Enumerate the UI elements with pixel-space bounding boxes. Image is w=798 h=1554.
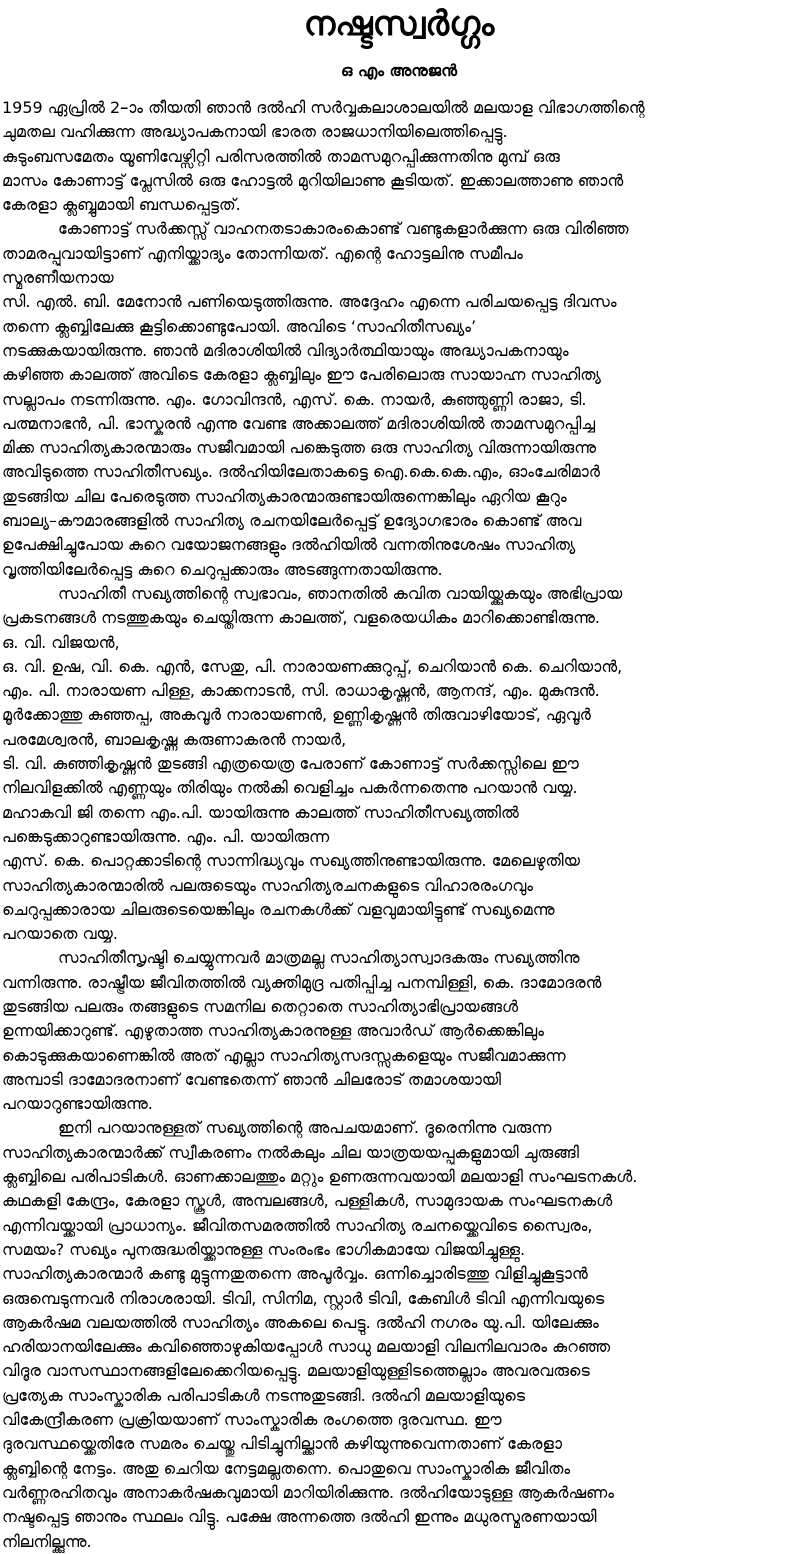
text-line: സാഹിത്യകാരന്മാർ കണ്ടു മുട്ടുന്നതുതന്നെ അപൂർവ്വം. ഒന്നിച്ചൊരിടത്തു വിളിച്ചുകൂട്ടാൻ — [2, 1264, 588, 1284]
text-line: നടക്കുകയായിരുന്നു. ഞാൻ മദിരാശിയിൽ വിദ്യാർത്ഥിയായും അദ്ധ്യാപകനായും — [2, 340, 569, 360]
text-line: എസ്. കെ. പൊറ്റക്കാടിന്റെ സാന്നിദ്ധ്യവും സഖ്യത്തിനുണ്ടായിരുന്നു. മേലെഴുതിയ — [2, 851, 580, 871]
page-title: നഷ്ടസ്വർഗ്ഗം — [303, 4, 495, 44]
text-line: ക്ലബ്ബിന്റെ നേട്ടം. അതു ചെറിയ നേട്ടമല്ലതന്നെ. പൊതുവെ സാംസ്കാരിക ജീവിതം — [2, 1458, 571, 1478]
text-line: ഒ. വി. ഉഷ, വി. കെ. എൻ, സേതു, പി. നാരായണക്കുറുപ്പ്, ചെറിയാൻ കെ. ചെറിയാൻ, — [2, 656, 623, 676]
text-line: നിലവിളക്കിൽ എണ്ണയും തിരിയും നൽകി വെളിച്ചം പകർന്നതെന്നു പറയാൻ വയ്യ. — [2, 778, 578, 798]
text-line: കുടുംബസമേതം യൂണിവേഴ്സിറ്റി പരിസരത്തിൽ താമസമുറപ്പിക്കുന്നതിനു മുമ്പ് ഒരു — [2, 146, 560, 166]
text-line: ഉന്നയിക്കാറുണ്ട്. എഴുതാത്ത സാഹിത്യകാരനുള്ള അവാർഡ് ആർക്കെങ്കിലും — [2, 1021, 544, 1041]
text-line: ഒ. വി. വിജയൻ, — [2, 632, 120, 652]
article-body — [0, 96, 798, 1554]
text-line: വൃത്തിയിലേർപ്പെട്ട കുറെ ചെറുപ്പക്കാരും അടങ്ങുന്നതായിരുന്നു. — [2, 559, 443, 579]
text-line: സാഹിത്യകാരന്മാരിൽ പലരുടെയും സാഹിത്യരചനകളുടെ വിഹാരരംഗവും — [2, 875, 533, 895]
text-line: നിലനില്ക്കുന്നു. — [2, 1531, 92, 1551]
text-line: പറയാതെ വയ്യ. — [2, 924, 118, 944]
text-line: മിക്ക സാഹിത്യകാരന്മാരും സജീവമായി പങ്കെടുത്ത ഒരു സാഹിത്യ വിരുന്നായിരുന്നു — [2, 438, 597, 458]
text-line: മൂർക്കോത്തു കുഞ്ഞപ്പ, അകവൂർ നാരായണൻ, ഉണ്ണികൃഷ്ണൻ തിരുവാഴിയോട്, ഏവൂർ — [2, 705, 591, 725]
text-line: അമ്പാടി ദാമോദരനാണ് വേണ്ടതെന്ന് ഞാൻ ചിലരോട് തമാശയായി — [2, 1069, 502, 1089]
text-line: സി. എൽ. ബി. മേനോൻ പണിയെടുത്തിരുന്നു. അദ്ദേഹം എന്നെ പരിചയപ്പെട്ട ദിവസം — [2, 292, 617, 312]
text-line: നഷ്ടപ്പെട്ട ഞാനും സ്ഥലം വിട്ടു. പക്ഷേ അന്നത്തെ ദൽഹി ഇന്നും മധുരസ്മരണയായി — [2, 1507, 597, 1527]
text-line: കോണാട്ട് സർക്കസ്സ് വാഹനതടാകാരംകൊണ്ട് വണ്ടുകളാർക്കുന്ന ഒരു വിരിഞ്ഞ — [58, 219, 629, 239]
text-line: ഒരുമ്പെടുന്നവർ നിരാശരായി. ടിവി, സിനിമ, സ്റ്റാർ ടിവി, കേബിൾ ടിവി എന്നിവയുടെ — [2, 1288, 605, 1308]
text-line: കഴിഞ്ഞ കാലത്ത് അവിടെ കേരളാ ക്ലബ്ബിലും ഈ പേരിലൊരു സായാഹ്ന സാഹിത്യ — [2, 365, 601, 385]
text-line: കൊടുക്കുകയാണെങ്കിൽ അത് എല്ലാ സാഹിത്യസദസ്സുകളെയും സജീവമാക്കുന്ന — [2, 1045, 566, 1065]
text-line: സാഹിതീസൃഷ്ടി ചെയ്യുന്നവർ മാത്രമല്ല സാഹിത്യാസ്വാദകരും സഖ്യത്തിനു — [58, 948, 580, 968]
text-line: എം. പി. നാരായണ പിള്ള, കാക്കനാടൻ, സി. രാധാകൃഷ്ണൻ, ആനന്ദ്, എം. മുകുന്ദൻ. — [2, 681, 600, 701]
author-byline: ഒ എം അനുജൻ — [340, 61, 458, 80]
text-line: ക്ലബ്ബിലെ പരിപാടികൾ. ഓണക്കാലത്തും മറ്റും ഉണരുന്നവയായി മലയാളി സംഘടനകൾ. — [2, 1167, 638, 1187]
text-line: ചെറുപ്പക്കാരായ ചിലരുടെയെങ്കിലും രചനകൾക്ക് വളവുമായിട്ടുണ്ട് സഖ്യമെന്നു — [2, 899, 555, 919]
text-line: ബാല്യ–കൗമാരങ്ങളിൽ സാഹിത്യ രചനയിലേർപ്പെട്ട് ഉദ്യോഗഭാരം കൊണ്ട് അവ — [2, 511, 582, 531]
text-line: തുടങ്ങിയ പലരും തങ്ങളുടെ സമനില തെറ്റാതെ സാഹിത്യാഭിപ്രായങ്ങൾ — [2, 996, 519, 1016]
text-line: വന്നിരുന്നു. രാഷ്ട്രീയ ജീവിതത്തിൽ വ്യക്തിമുദ്ര പതിപ്പിച്ച പനമ്പിള്ളി, കെ. ദാമോദരൻ — [2, 972, 602, 992]
text-line: സല്ലാപം നടന്നിരുന്നു. എം. ഗോവിന്ദൻ, എസ്. കെ. നായർ, കുഞ്ഞുണ്ണി രാജാ, ടി. — [2, 389, 587, 409]
text-line: അവിടുത്തെ സാഹിതീസഖ്യം. ദൽഹിയിലേതാകട്ടെ ഐ.കെ.കെ.എം, ഓംചേരിമാർ — [2, 462, 600, 482]
text-line: മഹാകവി ജി തന്നെ എം.പി. യായിരുന്നു കാലത്ത് സാഹിതീസഖ്യത്തിൽ — [2, 802, 519, 822]
text-line: മാസം കോണാട്ട് പ്ലേസിൽ ഒരു ഹോട്ടൽ മുറിയിലാണു കൂടിയത്. ഇക്കാലത്താണു ഞാൻ — [2, 170, 624, 190]
text-line: ഇനി പറയാനുള്ളത് സഖ്യത്തിന്റെ അപചയമാണ്. ദൂരെനിന്നു വരുന്ന — [58, 1118, 552, 1138]
text-line: കേരളാ ക്ലബ്ബുമായി ബന്ധപ്പെട്ടത്. — [2, 195, 241, 215]
text-line: സാഹിത്യകാരന്മാർക്ക് സ്വീകരണം നൽകലും ചില യാത്രയയപ്പുകളുമായി ചുരുങ്ങി — [2, 1142, 579, 1162]
text-line: പ്രത്യേക സാംസ്കാരിക പരിപാടികൾ നടന്നുതുടങ്ങി. ദൽഹി മലയാളിയുടെ — [2, 1385, 526, 1405]
text-line: സാഹിതീ സഖ്യത്തിന്റെ സ്വഭാവം, ഞാനതിൽ കവിത വായിയ്ക്കുകയും അഭിപ്രായ — [58, 583, 623, 603]
text-line: കഥകളി കേന്ദ്രം, കേരളാ സ്കൂൾ, അമ്പലങ്ങൾ, പള്ളികൾ, സാമുദായക സംഘടനകൾ — [2, 1191, 613, 1211]
text-line: വിദൂര വാസസ്ഥാനങ്ങളിലേക്കെറിയപ്പെട്ടു. മലയാളിയുള്ളിടത്തെല്ലാം അവരവരുടെ — [2, 1361, 590, 1381]
text-line: സ്മരണീയനായ — [2, 268, 114, 288]
text-line: ദുരവസ്ഥയ്ക്കെതിരേ സമരം ചെയ്തു പിടിച്ചുനില്ക്കാൻ കഴിയുന്നുവെന്നതാണ് കേരളാ — [2, 1434, 562, 1454]
text-line: പങ്കെടുക്കാറുണ്ടായിരുന്നു. എം. പി. യായിരുന്ന — [2, 826, 330, 846]
text-line: എന്നിവയ്ക്കായി പ്രാധാന്യം. ജീവിതസമരത്തിൽ സാഹിത്യ രചനയ്ക്കെവിടെ സ്വൈരം, — [2, 1215, 593, 1235]
text-line: വർണ്ണരഹിതവും അനാകർഷകവുമായി മാറിയിരിക്കുന്നു. ദൽഹിയോടുള്ള ആകർഷണം — [2, 1482, 614, 1502]
text-line: താമരപ്പൂവായിട്ടാണ് എനിയ്ക്കാദ്യം തോന്നിയത്. എന്റെ ഹോട്ടലിനു സമീപം — [2, 243, 523, 263]
text-line: 1959 ഏപ്രിൽ 2–ാം തീയതി ഞാൻ ദൽഹി സർവ്വകലാശാലയിൽ മലയാള വിഭാഗത്തിന്റെ — [2, 98, 645, 117]
text-line: ഉപേക്ഷിച്ചുപോയ കുറെ വയോജനങ്ങളും ദൽഹിയിൽ വന്നതിനുശേഷം സാഹിത്യ — [2, 535, 576, 555]
text-line: തുടങ്ങിയ ചില പേരെടുത്ത സാഹിത്യകാരന്മാരുണ്ടായിരുന്നെങ്കിലും ഏറിയ കൂറും — [2, 486, 567, 506]
text-line: ചുമതല വഹിക്കുന്ന അദ്ധ്യാപകനായി ഭാരത രാജധാനിയിലെത്തിപ്പെട്ടു. — [2, 122, 508, 142]
text-line: തന്നെ ക്ലബ്ബിലേക്കു കൂട്ടിക്കൊണ്ടുപോയി. അവിടെ ‘സാഹിതീസഖ്യം’ — [2, 316, 477, 336]
text-line: പത്മനാഭൻ, പി. ഭാസ്കരൻ എന്നു വേണ്ട അക്കാലത്ത് മദിരാശിയിൽ താമസമുറപ്പിച്ച — [2, 413, 596, 433]
text-line: ഹരിയാനയിലേക്കും കവിഞ്ഞൊഴുകിയപ്പോൾ സാധു മലയാളി വിലനിലവാരം കുറഞ്ഞ — [2, 1337, 611, 1357]
text-line: ആകർഷമ വലയത്തിൽ സാഹിത്യം അകലെ പെട്ടു. ദൽഹി നഗരം യു.പി. യിലേക്കും — [2, 1312, 599, 1332]
text-line: പറയാറുണ്ടായിരുന്നു. — [2, 1094, 153, 1114]
text-line: ടി. വി. കുഞ്ഞികൃഷ്ണൻ തുടങ്ങി എത്രയെത്ര പേരാണ് കോണാട്ട് സർക്കസ്സിലെ ഈ — [2, 754, 579, 774]
text-line: സമയം? സഖ്യം പുനരുദ്ധരിയ്ക്കാനുള്ള സംരംഭം ഭാഗികമായേ വിജയിച്ചുള്ളു. — [2, 1239, 526, 1259]
text-line: വികേന്ദ്രീകരണ പ്രക്രിയയാണ് സാംസ്കാരിക രംഗത്തെ ദുരവസ്ഥ. ഈ — [2, 1410, 502, 1430]
text-line: പ്രകടനങ്ങൾ നടത്തുകയും ചെയ്തിരുന്ന കാലത്ത്, വളരെയധികം മാറിക്കൊണ്ടിരുന്നു. — [2, 608, 600, 628]
text-line: പരമേശ്വരൻ, ബാലകൃഷ്ണ കരുണാകരൻ നായർ, — [2, 729, 347, 749]
